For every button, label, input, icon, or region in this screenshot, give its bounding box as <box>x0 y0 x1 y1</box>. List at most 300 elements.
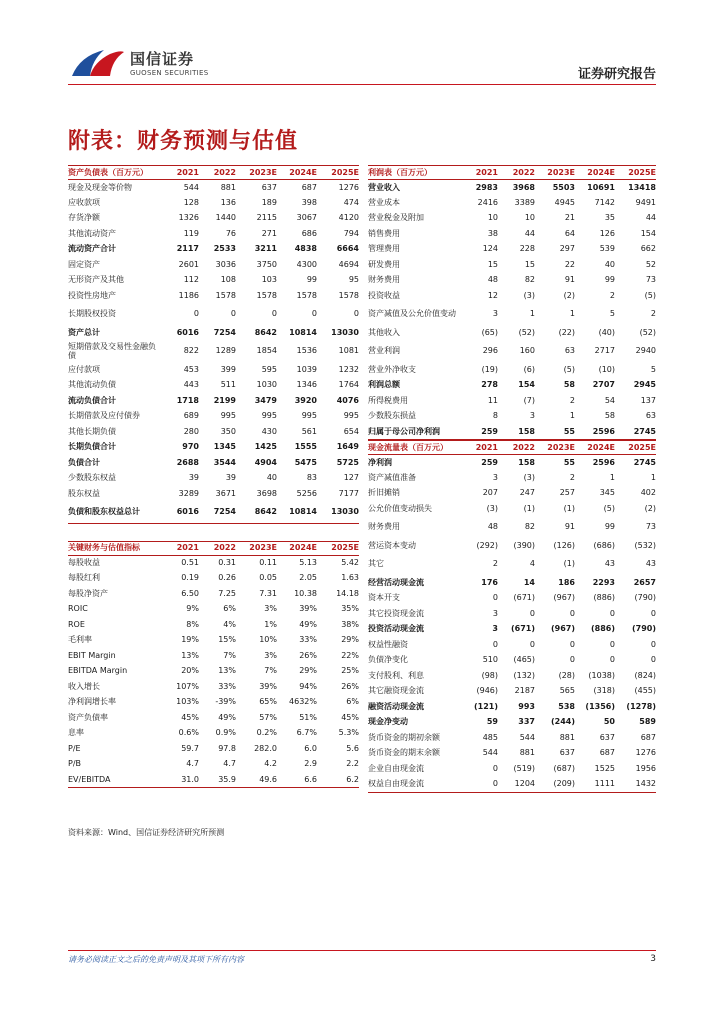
cell-value: 280 <box>183 426 199 436</box>
cell-value: 103 <box>261 275 277 285</box>
cell-value: 443 <box>183 380 199 390</box>
table-row <box>68 679 359 695</box>
cell-value: 176 <box>481 577 498 587</box>
cell-value: 5.3% <box>338 728 359 738</box>
cell-value: 5503 <box>552 182 575 192</box>
cell-value: 13% <box>218 666 236 676</box>
cell-value: 6% <box>346 697 359 707</box>
cell-value: 993 <box>518 701 535 711</box>
cell-value: (886) <box>593 593 615 603</box>
cell-value: (824) <box>634 670 656 680</box>
table-row <box>68 180 359 196</box>
cell-value: 12 <box>487 290 498 300</box>
cell-value: 91 <box>564 522 575 532</box>
cell-value: (687) <box>553 763 575 773</box>
row-label: EV/EBITDA <box>68 772 164 788</box>
column-header: 2022 <box>498 441 535 455</box>
cell-value: 0 <box>230 309 236 319</box>
cell-value: 13030 <box>317 502 359 524</box>
column-header: 2024E <box>277 166 317 180</box>
table-row <box>368 470 656 486</box>
cell-value: 0 <box>650 655 656 665</box>
row-label: 其他收入 <box>368 327 400 337</box>
cell-value: 589 <box>639 717 656 727</box>
row-label: 其他流动负债 <box>68 380 116 390</box>
cell-value: 0.31 <box>218 558 236 568</box>
table-row <box>368 538 656 554</box>
row-label: 无形资产及其他 <box>68 275 124 285</box>
cell-value: 126 <box>599 228 615 238</box>
report-type-label: 证券研究报告 <box>577 67 656 82</box>
cell-value: (686) <box>593 540 615 550</box>
row-label: 资产负债率 <box>68 712 108 722</box>
row-label: ROE <box>68 619 85 629</box>
source-note: 资料来源：Wind、国信证券经济研究所预测 <box>68 828 225 837</box>
cell-value: 137 <box>640 395 656 405</box>
cell-value: 2 <box>492 559 498 569</box>
cell-value: 544 <box>183 182 199 192</box>
cell-value: 1.63 <box>341 573 359 583</box>
cell-value: 64 <box>564 228 575 238</box>
cell-value: (1) <box>563 503 575 513</box>
table-row <box>68 726 359 742</box>
cell-value: (2) <box>563 290 575 300</box>
cell-value: 7% <box>223 650 236 660</box>
cell-value: 6% <box>223 604 236 614</box>
cell-value: 3750 <box>256 259 277 269</box>
row-label: 其它融资现金流 <box>368 686 424 696</box>
cell-value: 2945 <box>633 380 656 390</box>
cell-value: 0 <box>569 639 575 649</box>
column-header: 2022 <box>199 166 236 180</box>
cell-value: 48 <box>487 522 498 532</box>
logo-english-name: GUOSEN SECURITIES <box>130 69 209 77</box>
row-label: 负债和股东权益总计 <box>68 502 164 524</box>
guosen-logo <box>70 44 220 84</box>
cell-value: 228 <box>519 244 535 254</box>
table-row <box>68 424 359 440</box>
cell-value: 4300 <box>296 259 317 269</box>
row-label: 营业利润 <box>368 346 400 356</box>
cell-value: 0.19 <box>181 573 199 583</box>
cell-value: 2 <box>569 395 575 405</box>
row-label: 支付股利、利息 <box>368 670 424 680</box>
cell-value: 0 <box>569 608 575 618</box>
footer-divider <box>68 950 656 951</box>
cell-value: 881 <box>519 748 535 758</box>
cell-value: 1232 <box>338 364 359 374</box>
table-row <box>368 341 656 363</box>
column-header: 2025E <box>317 166 359 180</box>
cell-value: (790) <box>631 624 656 634</box>
cell-value: 995 <box>220 411 236 421</box>
cell-value: 1186 <box>178 290 199 300</box>
cell-value: 1649 <box>336 442 359 452</box>
cell-value: 103% <box>176 697 199 707</box>
cell-value: 247 <box>519 488 535 498</box>
cell-value: -39% <box>215 697 236 707</box>
cell-value: 1030 <box>256 380 277 390</box>
cell-value: 398 <box>301 197 317 207</box>
cell-value: 1 <box>569 411 575 421</box>
cell-value: 2717 <box>594 346 615 356</box>
row-label: 资产减值准备 <box>368 472 416 482</box>
cell-value: 2 <box>609 290 615 300</box>
cell-value: (6) <box>523 364 535 374</box>
cell-value: 2745 <box>633 457 656 467</box>
cell-value: 1432 <box>615 777 656 793</box>
cell-value: 10% <box>259 635 277 645</box>
table-row <box>368 575 656 591</box>
table-row <box>68 211 359 227</box>
cell-value: 2596 <box>575 424 615 440</box>
cell-value: 40 <box>266 473 277 483</box>
cell-value: 637 <box>559 748 575 758</box>
table-row <box>368 715 656 731</box>
cell-value: 1555 <box>294 442 317 452</box>
cell-value: 50 <box>603 717 615 727</box>
row-label: 财务费用 <box>368 522 400 532</box>
cell-value: 2.05 <box>299 573 317 583</box>
cell-value: 8% <box>186 619 199 629</box>
cell-value: 485 <box>482 732 498 742</box>
column-header: 2024E <box>575 166 615 180</box>
cell-value: (3) <box>523 472 535 482</box>
cell-value: 1764 <box>338 380 359 390</box>
row-label: 投资收益 <box>368 290 400 300</box>
cell-value: 31.0 <box>164 772 199 788</box>
cell-value: 49.6 <box>236 772 277 788</box>
cell-value: 1425 <box>254 442 277 452</box>
cell-value: 345 <box>599 488 615 498</box>
row-label: 权益自由现金流 <box>368 777 466 793</box>
table-row <box>68 455 359 471</box>
table-row <box>368 288 656 304</box>
cell-value: 65% <box>259 697 277 707</box>
cell-value: (5) <box>603 503 615 513</box>
cell-value: 654 <box>343 426 359 436</box>
cell-value: 539 <box>599 244 615 254</box>
cell-value: 25% <box>341 666 359 676</box>
table-row <box>368 637 656 653</box>
cell-value: 350 <box>220 426 236 436</box>
cell-value: 3 <box>492 309 498 319</box>
cell-value: 33% <box>218 681 236 691</box>
cell-value: (886) <box>590 624 615 634</box>
row-label: 息率 <box>68 728 84 738</box>
row-label: 货币资金的期初余额 <box>368 732 440 742</box>
cell-value: (22) <box>558 327 575 337</box>
row-label: 固定资产 <box>68 259 100 269</box>
cell-value: 3036 <box>215 259 236 269</box>
table-row <box>68 486 359 502</box>
cell-value: 43 <box>645 559 656 569</box>
table-row <box>368 393 656 409</box>
cell-value: 99 <box>604 275 615 285</box>
cell-value: 6.6 <box>277 772 317 788</box>
column-header: 2023E <box>535 441 575 455</box>
row-label: 股东权益 <box>68 488 100 498</box>
cell-value: 13% <box>181 650 199 660</box>
row-label: 净利润 <box>368 457 392 467</box>
cell-value: (7) <box>523 395 535 405</box>
table-row <box>368 242 656 258</box>
cell-value: 0 <box>271 309 277 319</box>
column-header: 2025E <box>615 441 656 455</box>
cell-value: 22 <box>564 259 575 269</box>
cell-value: (1038) <box>588 670 615 680</box>
cell-value: 99 <box>604 522 615 532</box>
cell-value: 19% <box>181 635 199 645</box>
cell-value: 510 <box>482 655 498 665</box>
row-label: 其它投资现金流 <box>368 608 424 618</box>
row-label: 研发费用 <box>368 259 400 269</box>
table-row <box>368 424 656 440</box>
cell-value: 35% <box>341 604 359 614</box>
row-label: 资产减值及公允价值变动 <box>368 309 456 319</box>
cell-value: 10 <box>524 213 535 223</box>
cell-value: 822 <box>183 346 199 356</box>
table-row <box>368 226 656 242</box>
cell-value: 1276 <box>635 748 656 758</box>
row-label: 资产总计 <box>68 327 100 337</box>
cell-value: 474 <box>343 197 359 207</box>
cell-value: 26% <box>299 650 317 660</box>
table-row <box>68 664 359 680</box>
row-label: 每股收益 <box>68 558 100 568</box>
cell-value: 1 <box>529 309 535 319</box>
table-header-row <box>68 166 359 180</box>
cell-value: 687 <box>301 182 317 192</box>
row-label: EBITDA Margin <box>68 666 128 676</box>
row-label: ROIC <box>68 604 88 614</box>
cell-value: 453 <box>183 364 199 374</box>
cell-value: 1578 <box>296 290 317 300</box>
cell-value: 1578 <box>256 290 277 300</box>
cell-value: (52) <box>639 327 656 337</box>
cell-value: 207 <box>482 488 498 498</box>
cell-value: 3289 <box>178 488 199 498</box>
footer-disclaimer: 请务必阅读正文之后的免责声明及其项下所有内容 <box>68 955 244 964</box>
cell-value: 3 <box>529 411 535 421</box>
cell-value: 544 <box>482 748 498 758</box>
cell-value: 1440 <box>215 213 236 223</box>
row-label: 营业税金及附加 <box>368 213 424 223</box>
cell-value: 561 <box>301 426 317 436</box>
cell-value: 1% <box>264 619 277 629</box>
cell-value: (65) <box>481 327 498 337</box>
cell-value: 44 <box>524 228 535 238</box>
cell-value: 2.2 <box>346 759 359 769</box>
table-row <box>68 440 359 456</box>
cell-value: 136 <box>220 197 236 207</box>
cell-value: 4945 <box>554 197 575 207</box>
cell-value: 2533 <box>213 244 236 254</box>
cell-value: 2115 <box>256 213 277 223</box>
cell-value: (52) <box>518 327 535 337</box>
cell-value: 2.9 <box>304 759 317 769</box>
cell-value: 511 <box>220 380 236 390</box>
cell-value: 52 <box>645 259 656 269</box>
row-label: 营业外净收支 <box>368 364 416 374</box>
cell-value: 6016 <box>176 327 199 337</box>
cell-value: 9491 <box>635 197 656 207</box>
cell-value: 2 <box>569 472 575 482</box>
cell-value: 794 <box>343 228 359 238</box>
column-header: 2025E <box>317 541 359 555</box>
cell-value: 1204 <box>498 777 535 793</box>
cell-value: 6.7% <box>296 728 317 738</box>
table-row <box>68 502 359 524</box>
cell-value: 8 <box>492 411 498 421</box>
table-row <box>368 699 656 715</box>
cell-value: 39 <box>188 473 199 483</box>
cell-value: 3671 <box>215 488 236 498</box>
cell-value: 38 <box>487 228 498 238</box>
cell-value: 49% <box>299 619 317 629</box>
cell-value: 99 <box>306 275 317 285</box>
row-label: 少数股东权益 <box>68 473 116 483</box>
table-header-row <box>68 541 359 555</box>
cell-value: (671) <box>510 624 535 634</box>
cell-value: 881 <box>220 182 236 192</box>
cell-value: 5 <box>609 309 615 319</box>
table-title: 资产负债表（百万元） <box>68 166 164 180</box>
cell-value: 5.42 <box>341 558 359 568</box>
cell-value: 54 <box>604 395 615 405</box>
cell-value: (967) <box>553 593 575 603</box>
cell-value: 44 <box>645 213 656 223</box>
cell-value: 94% <box>299 681 317 691</box>
cell-value: 5256 <box>296 488 317 498</box>
row-label: 营业收入 <box>368 182 400 192</box>
cell-value: 995 <box>343 411 359 421</box>
row-label: 长期负债合计 <box>68 442 116 452</box>
cell-value: 124 <box>482 244 498 254</box>
row-label: 毛利率 <box>68 635 92 645</box>
cell-value: 2187 <box>514 686 535 696</box>
cell-value: 154 <box>518 380 535 390</box>
cell-value: 7.31 <box>259 588 277 598</box>
row-label: 投资活动现金流 <box>368 624 424 634</box>
cell-value: 158 <box>498 424 535 440</box>
cell-value: (465) <box>513 655 535 665</box>
balance-sheet-table <box>68 165 359 524</box>
table-row <box>68 757 359 773</box>
column-header: 2021 <box>466 441 498 455</box>
cell-value: 2 <box>650 309 656 319</box>
cell-value: (390) <box>513 540 535 550</box>
cell-value: 8642 <box>254 327 277 337</box>
column-header: 2021 <box>164 541 199 555</box>
row-label: 每股净资产 <box>68 588 108 598</box>
cell-value: 0 <box>529 608 535 618</box>
cell-value: 0 <box>193 309 199 319</box>
cell-value: 2707 <box>592 380 615 390</box>
cell-value: 1525 <box>594 763 615 773</box>
cell-value: 0 <box>466 777 498 793</box>
cell-value: (244) <box>550 717 575 727</box>
cell-value: 29% <box>299 666 317 676</box>
cell-value: 0.9% <box>215 728 236 738</box>
cell-value: (3) <box>523 290 535 300</box>
cell-value: 282.0 <box>254 743 277 753</box>
cell-value: 154 <box>640 228 656 238</box>
cell-value: 662 <box>640 244 656 254</box>
cell-value: 1578 <box>215 290 236 300</box>
cell-value: 1 <box>650 472 656 482</box>
page-number: 3 <box>650 954 656 964</box>
cell-value: 76 <box>225 228 236 238</box>
table-row <box>368 606 656 622</box>
cell-value: 2117 <box>176 244 199 254</box>
cell-value: 3 <box>492 624 498 634</box>
table-header-row <box>368 441 656 455</box>
table-row <box>68 378 359 394</box>
cell-value: 637 <box>599 732 615 742</box>
cell-value: 3 <box>492 608 498 618</box>
row-label: 利润总额 <box>368 380 400 390</box>
table-row <box>68 617 359 633</box>
cell-value: 278 <box>481 380 498 390</box>
cell-value: 38% <box>341 619 359 629</box>
cell-value: 0 <box>492 763 498 773</box>
cell-value: (455) <box>634 686 656 696</box>
cell-value: 10691 <box>587 182 615 192</box>
cell-value: 10.38 <box>294 588 317 598</box>
row-label: P/B <box>68 759 82 769</box>
table-row <box>368 746 656 762</box>
table-row <box>68 242 359 258</box>
column-header: 2023E <box>236 166 277 180</box>
cell-value: (1) <box>563 559 575 569</box>
cell-value: 4% <box>223 619 236 629</box>
column-header: 2022 <box>498 166 535 180</box>
cell-value: 4.2 <box>264 759 277 769</box>
cell-value: 7177 <box>338 488 359 498</box>
cell-value: 158 <box>518 457 535 467</box>
cell-value: 1345 <box>213 442 236 452</box>
table-header-row <box>368 166 656 180</box>
table-row <box>368 273 656 289</box>
cell-value: 59 <box>486 717 498 727</box>
cell-value: (1) <box>523 503 535 513</box>
cell-value: 13418 <box>628 182 656 192</box>
table-row <box>68 555 359 571</box>
cell-value: 0.2% <box>256 728 277 738</box>
table-row <box>368 180 656 196</box>
table-row <box>68 772 359 788</box>
cell-value: (3) <box>486 503 498 513</box>
column-header: 2023E <box>236 541 277 555</box>
table-row <box>68 409 359 425</box>
table-row <box>68 273 359 289</box>
cell-value: 128 <box>183 197 199 207</box>
cell-value: 4 <box>529 559 535 569</box>
cell-value: 2199 <box>213 395 236 405</box>
cell-value: 14.18 <box>336 588 359 598</box>
table-row <box>368 455 656 471</box>
cell-value: 0 <box>609 655 615 665</box>
column-header: 2022 <box>199 541 236 555</box>
cell-value: 83 <box>306 473 317 483</box>
table-row <box>368 684 656 700</box>
cell-value: 259 <box>466 424 498 440</box>
cell-value: 0 <box>353 309 359 319</box>
cell-value: 57% <box>259 712 277 722</box>
cell-value: 108 <box>220 275 236 285</box>
cell-value: 5475 <box>294 457 317 467</box>
